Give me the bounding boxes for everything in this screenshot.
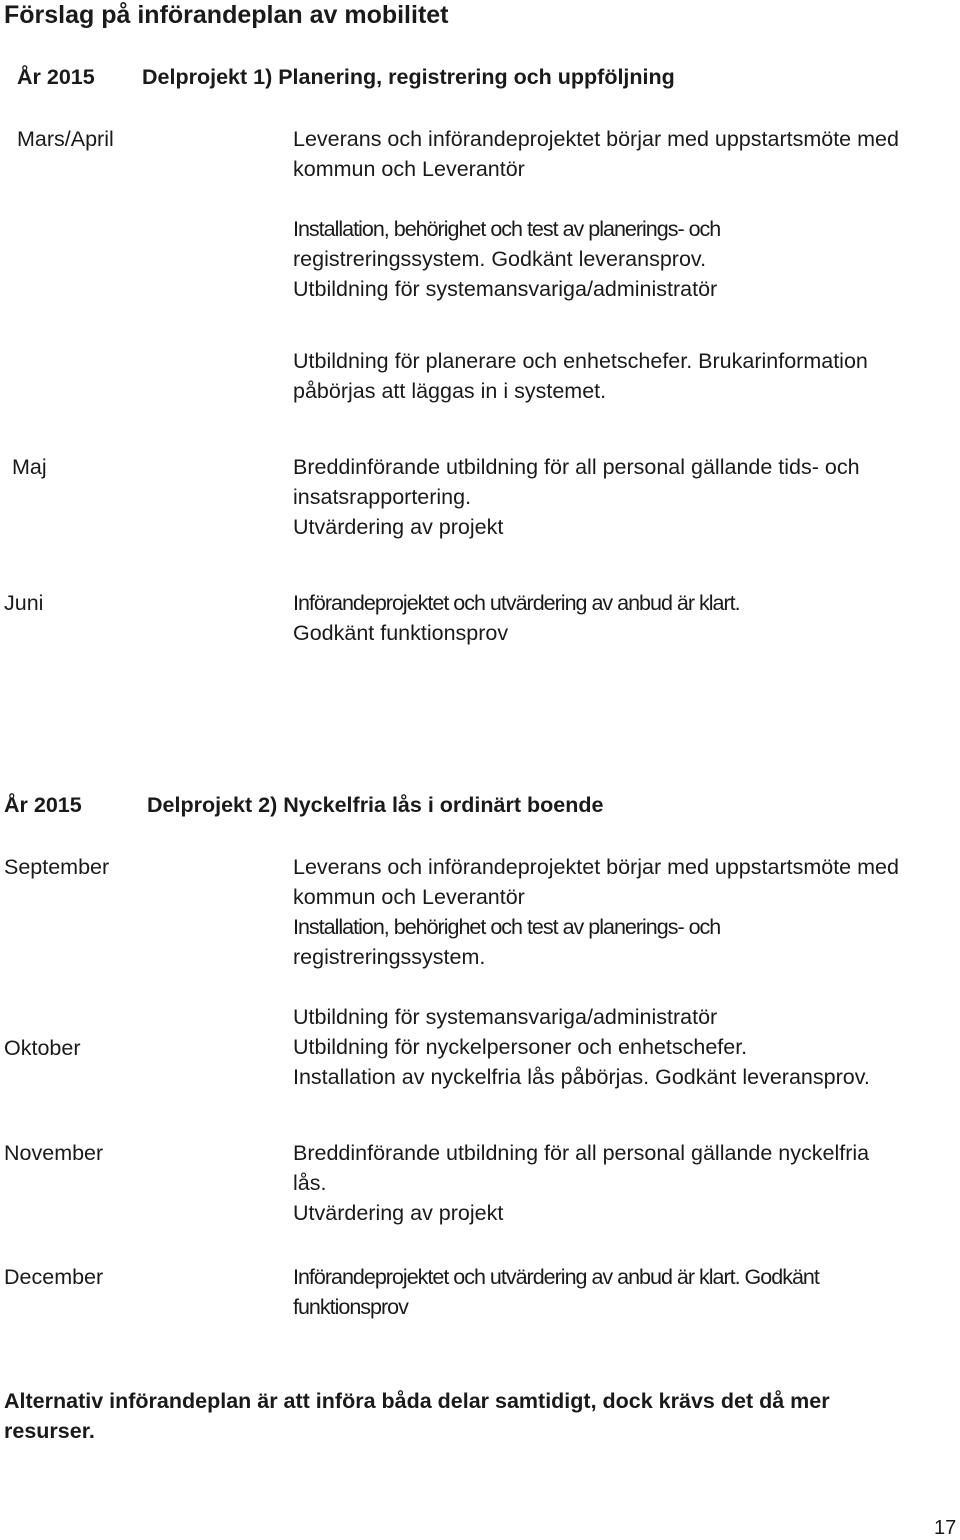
page-title: Förslag på införandeplan av mobilitet [4, 1, 449, 29]
s2-block-1: Leverans och införandeprojektet börjar med uppstartsmöte med kommun och Leverantör Installation, behörighet och test av planerings- och registreringssystem. [293, 855, 899, 969]
section2-heading: Delprojekt 2) Nyckelfria lås i ordinärt boende [147, 793, 604, 817]
s2-block-4: Införandeprojektet och utvärdering av anbud är klart. Godkänt funktionsprov [293, 1265, 819, 1319]
month-september: September [4, 855, 110, 879]
s2-block-2: Utbildning för systemansvariga/administratör Utbildning för nyckelpersoner och enhetschefer. Installation av nyckelfria lås påbörjas. Godkänt leveransprov. [293, 1005, 870, 1089]
section1-year: År 2015 [17, 65, 95, 89]
row-3-text: Utbildning för planerare och enhetschefer. Brukarinformation påbörjas att läggas in i systemet. [293, 349, 868, 403]
row-4-text: Breddinförande utbildning för all personal gällande tids- och insatsrapportering. Utvärdering av projekt [293, 455, 860, 539]
section1-heading: Delprojekt 1) Planering, registrering och uppföljning [142, 65, 675, 89]
row-5-text: Införandeprojektet och utvärdering av anbud är klart. Godkänt funktionsprov [293, 591, 740, 645]
month-mars-april: Mars/April [17, 127, 114, 151]
row-2-text: Installation, behörighet och test av planerings- och registreringssystem. Godkänt leveransprov. Utbildning för systemansvariga/administratör [293, 217, 721, 301]
page-number: 17 [934, 1517, 957, 1539]
section2-year: År 2015 [4, 793, 82, 817]
month-december: December [4, 1265, 104, 1289]
month-juni: Juni [4, 591, 44, 615]
row-1-text: Leverans och införandeprojektet börjar med uppstartsmöte med kommun och Leverantör [293, 127, 899, 181]
conclusion-text: Alternativ införandeplan är att införa båda delar samtidigt, dock krävs det då mer resurser. [4, 1389, 830, 1443]
month-oktober: Oktober [4, 1036, 81, 1060]
s2-block-3: Breddinförande utbildning för all personal gällande nyckelfria lås. Utvärdering av projekt [293, 1141, 870, 1225]
month-maj: Maj [12, 455, 47, 479]
month-november: November [4, 1141, 104, 1165]
